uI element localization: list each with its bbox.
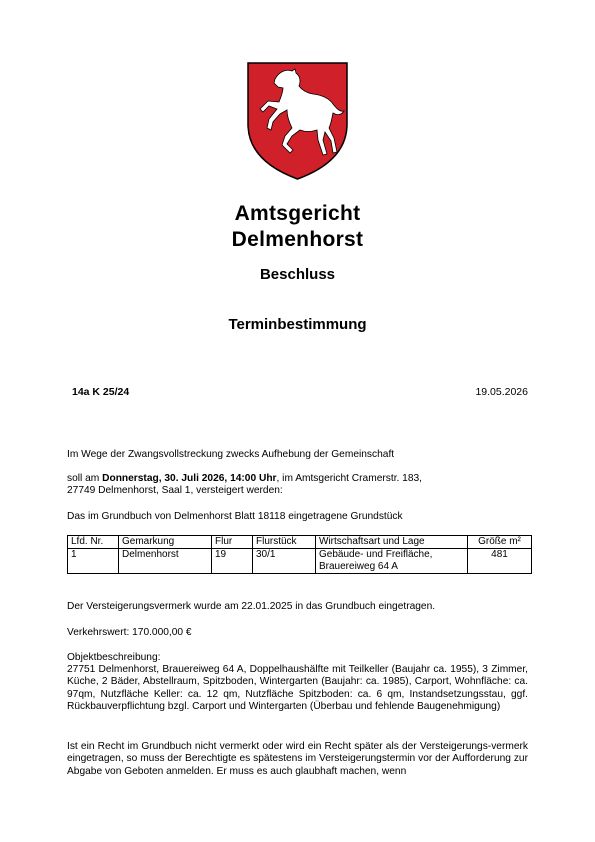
court-name-line2: Delmenhorst xyxy=(231,228,364,251)
document-type: Beschluss xyxy=(259,266,336,283)
col-header-flur: Flur xyxy=(212,536,253,549)
cell-gemarkung: Delmenhorst xyxy=(119,549,212,574)
property-table xyxy=(67,535,532,574)
court-name-line1: Amtsgericht xyxy=(234,202,361,225)
termin-address: 27749 Delmenhorst, Saal 1, versteigert werden: xyxy=(67,485,283,497)
cell-groesse: 481 xyxy=(468,549,532,574)
cell-lage xyxy=(316,549,468,574)
termin-prefix: soll am xyxy=(67,473,103,484)
grundbuch-paragraph: Das im Grundbuch von Delmenhorst Blatt 18118 eingetragene Grundstück xyxy=(67,511,403,522)
cell-lage-line1: Gebäude- und Freifläche, xyxy=(319,549,433,560)
document-subject: Terminbestimmung xyxy=(228,316,367,333)
cell-lfd: 1 xyxy=(68,549,119,574)
aktenzeichen: 14a K 25/24 xyxy=(72,386,130,398)
objekt-heading: Objektbeschreibung: xyxy=(67,652,161,663)
col-header-lage: Wirtschaftsart und Lage xyxy=(316,536,468,549)
col-header-flurstueck: Flurstück xyxy=(253,536,316,549)
col-header-gemarkung: Gemarkung xyxy=(119,536,212,549)
recht-paragraph: Ist ein Recht im Grundbuch nicht vermerkt oder wird ein Recht später als der Versteigerungs-vermerk eingetragen, so muss der Berechtigte es spätestens im Versteigerungstermin vor der Aufforderung zur Abgabe von Geboten anmelden. Er muss es auch glaubhaft machen, wenn xyxy=(67,741,528,777)
termin-location: , im Amtsgericht Cramerstr. 183, xyxy=(276,473,423,484)
verkehrswert: Verkehrswert: 170.000,00 € xyxy=(67,627,192,638)
col-header-groesse: Größe m² xyxy=(468,536,532,549)
termin-paragraph xyxy=(67,473,528,498)
table-header-row xyxy=(68,536,532,549)
cell-flurstueck: 30/1 xyxy=(253,549,316,574)
termin-datetime: Donnerstag, 30. Juli 2026, 14:00 Uhr xyxy=(102,473,277,484)
cell-lage-line2: Brauereiweg 64 A xyxy=(319,561,398,572)
intro-paragraph: Im Wege der Zwangsvollstreckung zwecks Aufhebung der Gemeinschaft xyxy=(67,449,395,460)
coat-of-arms-icon xyxy=(247,62,348,180)
document-date: 19.05.2026 xyxy=(475,386,528,398)
table-row xyxy=(68,549,532,574)
vermerk-paragraph: Der Versteigerungsvermerk wurde am 22.01.2025 in das Grundbuch eingetragen. xyxy=(67,601,436,612)
col-header-lfd: Lfd. Nr. xyxy=(68,536,119,549)
cell-flur: 19 xyxy=(212,549,253,574)
objekt-description: 27751 Delmenhorst, Brauereiweg 64 A, Doppelhaushälfte mit Teilkeller (Baujahr ca. 1955), 3 Zimmer, Küche, 2 Bäder, Abstellraum, Spitzboden, Wintergarten (Baujahr: ca. 1985), Carport, Wohnfläche: ca. 97qm, Nutzfläche Keller: ca. 12 qm, Nutzfläche Spitzboden: ca. 6 qm, Instandsetzungsstau, ggf. Rückbauverpflichtung bzgl. Carport und Wintergarten (Überbau und fehlende Baugenehmigung) xyxy=(67,664,528,712)
